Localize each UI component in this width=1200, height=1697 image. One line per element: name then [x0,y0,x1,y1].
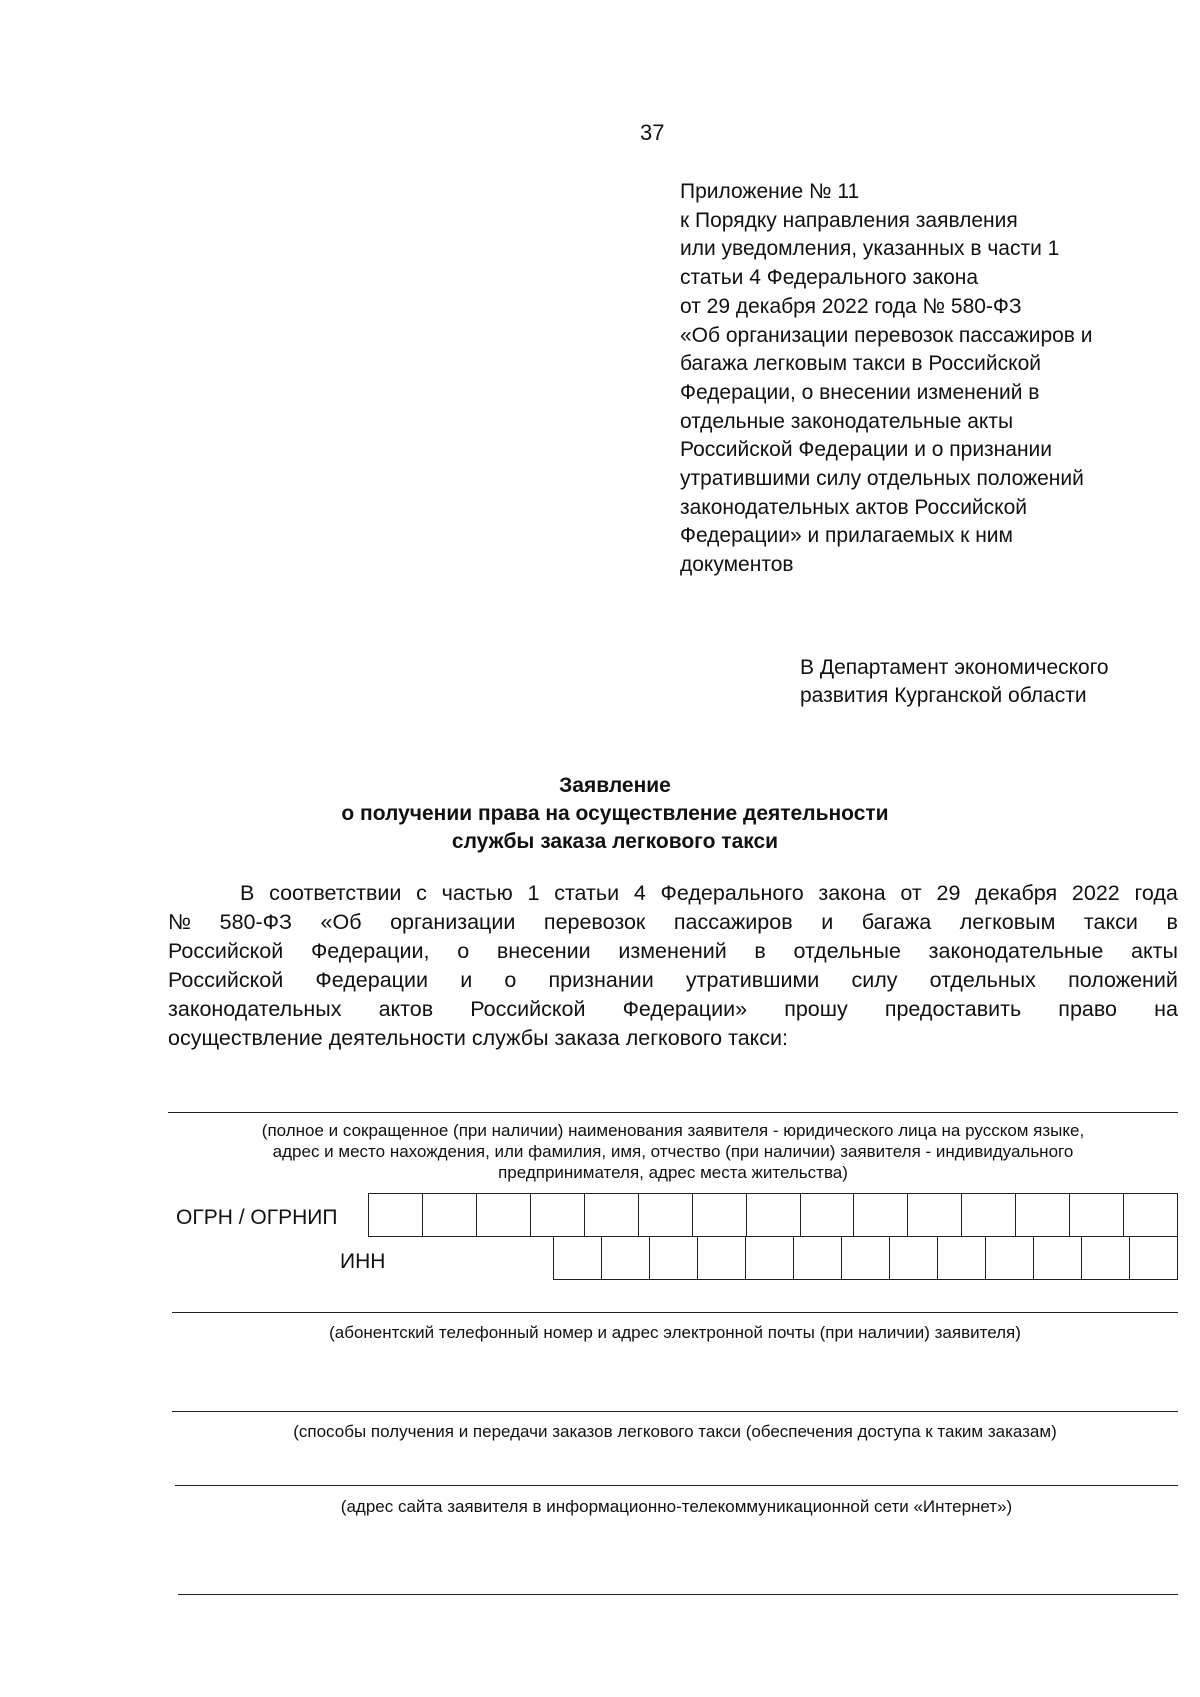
inn-digit-cell[interactable] [938,1237,986,1279]
title-line: службы заказа легкового такси [451,830,779,853]
body-word: Федерального [660,881,804,905]
ogrn-digit-cell[interactable] [747,1194,801,1236]
body-word: № [168,910,192,934]
body-word: частью [441,881,513,905]
body-word: законодательные [928,939,1104,963]
body-word: положений [1068,968,1178,992]
body-word: 1 [527,881,540,905]
website-caption: (адрес сайта заявителя в информационно-телекоммуникационной сети «Интернет») [340,1497,1013,1516]
inn-input-grid[interactable] [553,1236,1178,1280]
applicant-name-caption: (полное и сокращенное (при наличии) наименования заявителя - юридического лица на русском языке, адрес и место нахождения, или фамилия, имя, отчество (при наличии) заявителя - индивидуального предпринимателя, адрес места жительства) [261,1121,1085,1182]
inn-digit-cell[interactable] [890,1237,938,1279]
body-word: внесении [496,939,591,963]
body-word: утратившими [685,968,820,992]
appendix-line: багажа легковым такси в Российской [680,352,1041,376]
ogrn-digit-cell[interactable] [693,1194,747,1236]
inn-digit-cell[interactable] [554,1237,602,1279]
body-word: такси [1083,910,1138,934]
inn-digit-cell[interactable] [650,1237,698,1279]
body-word: закона [818,881,886,905]
body-word: Российской [168,968,284,992]
body-word: признании [548,968,654,992]
inn-digit-cell[interactable] [698,1237,746,1279]
inn-label: ИНН [340,1250,386,1273]
inn-digit-cell[interactable] [1082,1237,1130,1279]
ogrn-input-grid[interactable] [368,1193,1178,1237]
body-word: организации [390,910,516,934]
appendix-header [680,178,1180,580]
body-word: «Об [320,910,362,934]
body-word: 29 [936,881,961,905]
inn-digit-cell[interactable] [746,1237,794,1279]
appendix-line: или уведомления, указанных в части 1 [680,237,1060,261]
appendix-line: статьи 4 Федерального закона [680,266,979,290]
addressee-line: развития Курганской области [800,684,1087,707]
ogrn-digit-cell[interactable] [423,1194,477,1236]
appendix-line: от 29 декабря 2022 года № 580-ФЗ [680,294,1022,318]
addressee-line: В Департамент экономического [800,656,1109,679]
inn-digit-cell[interactable] [794,1237,842,1279]
appendix-line: к Порядку направления заявления [680,208,1018,232]
body-word: Федерации [315,968,429,992]
body-word: Федерации, [310,939,430,963]
body-word: отдельные [793,939,901,963]
body-word: легковым [959,910,1056,934]
title-line: Заявление [559,774,671,797]
ogrn-digit-cell[interactable] [854,1194,908,1236]
order-methods-caption: (способы получения и передачи заказов легкового такси (обеспечения доступа к таким заказам) [293,1422,1057,1441]
body-word: Российской [470,997,586,1021]
ogrn-digit-cell[interactable] [1070,1194,1124,1236]
appendix-line: Федерации» и прилагаемых к ним [680,524,1013,548]
body-word: прошу [784,997,848,1021]
website-field-line[interactable] [175,1485,1178,1486]
body-word: актов [378,997,434,1021]
inn-digit-cell[interactable] [1130,1237,1177,1279]
body-word: пассажиров [673,910,793,934]
ogrn-digit-cell[interactable] [477,1194,531,1236]
body-word: о [457,939,470,963]
body-word: года [1134,881,1178,905]
appendix-line: Российской Федерации и о признании [680,438,1053,462]
additional-field-line[interactable] [178,1594,1178,1595]
applicant-name-field-line[interactable] [168,1112,1178,1113]
appendix-line: документов [680,553,794,577]
appendix-line: Приложение № 11 [680,180,860,203]
inn-digit-cell[interactable] [1034,1237,1082,1279]
body-word: предоставить [884,997,1022,1021]
body-word: и [821,910,834,934]
body-word: соответствии [269,881,402,905]
order-methods-field-line[interactable] [172,1411,1178,1412]
body-line [168,966,1178,995]
body-line [168,937,1178,966]
body-word: отдельных [929,968,1036,992]
ogrn-digit-cell[interactable] [531,1194,585,1236]
appendix-line: отдельные законодательные акты [680,409,1014,433]
inn-digit-cell[interactable] [986,1237,1034,1279]
body-word: в [1166,910,1178,934]
ogrn-digit-cell[interactable] [1124,1194,1177,1236]
body-word: декабря [975,881,1058,905]
phone-email-caption: (абонентский телефонный номер и адрес электронной почты (при наличии) заявителя) [329,1323,1021,1342]
body-word: с [416,881,427,905]
appendix-line: утратившими силу отдельных положений [680,467,1084,491]
ogrn-digit-cell[interactable] [585,1194,639,1236]
ogrn-digit-cell[interactable] [639,1194,693,1236]
body-word: законодательных [168,997,342,1021]
body-word: 4 [633,881,646,905]
inn-digit-cell[interactable] [842,1237,890,1279]
body-word: статьи [554,881,620,905]
body-word: Российской [168,939,284,963]
body-word: о [504,968,517,992]
body-word: от [900,881,922,905]
ogrn-digit-cell[interactable] [962,1194,1016,1236]
document-title [300,772,930,856]
body-word: в [754,939,766,963]
appendix-line: Федерации, о внесении изменений в [680,380,1040,404]
ogrn-label: ОГРН / ОГРНИП [176,1206,338,1229]
body-word: на [1154,997,1178,1021]
page-number: 37 [640,120,665,145]
body-word: и [460,968,473,992]
body-line [168,879,1178,908]
body-word: В [240,881,255,905]
body-word: багажа [861,910,932,934]
body-paragraph [168,879,1178,1053]
appendix-line: «Об организации перевозок пассажиров и [680,323,1093,347]
inn-digit-cell[interactable] [602,1237,650,1279]
body-word: перевозок [543,910,646,934]
body-word: акты [1131,939,1178,963]
ogrn-digit-cell[interactable] [1016,1194,1070,1236]
body-line [168,908,1178,937]
body-word: Федерации» [622,997,748,1021]
ogrn-digit-cell[interactable] [801,1194,855,1236]
body-word: 2022 [1071,881,1120,905]
body-word: силу [851,968,898,992]
ogrn-digit-cell[interactable] [908,1194,962,1236]
body-word: право [1058,997,1117,1021]
phone-email-field-line[interactable] [172,1312,1178,1313]
ogrn-digit-cell[interactable] [369,1194,423,1236]
body-line [168,995,1178,1024]
body-word: изменений [618,939,727,963]
addressee [800,654,1109,710]
body-line: осуществление деятельности службы заказа легкового такси: [168,1026,789,1050]
title-line: о получении права на осуществление деятельности [341,802,889,825]
body-word: 580-ФЗ [219,910,292,934]
appendix-line: законодательных актов Российской [680,495,1027,519]
